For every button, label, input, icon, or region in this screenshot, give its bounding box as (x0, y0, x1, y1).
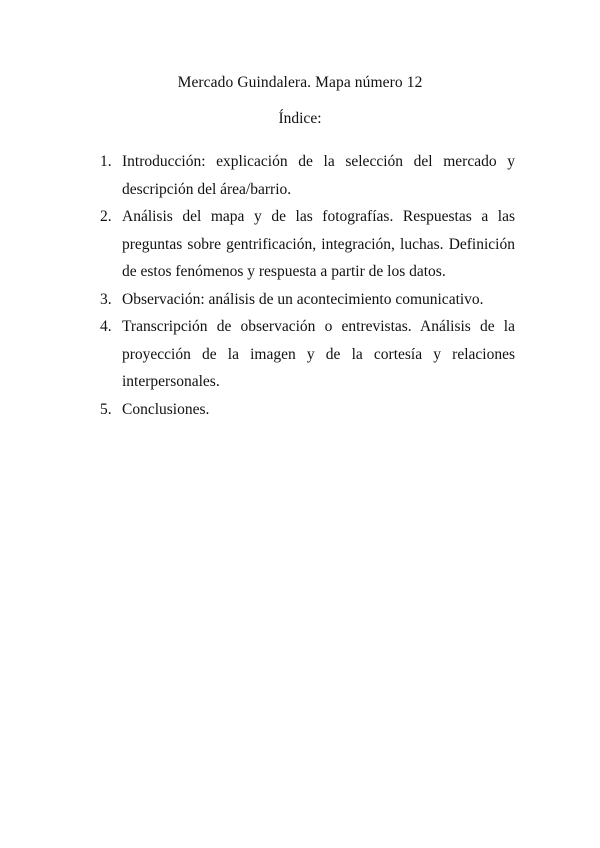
toc-item-number: 2. (100, 208, 112, 225)
toc-item-text: Análisis del mapa y de las fotografías. Respuestas a las preguntas sobre gentrificación, integración, luchas. Definición de estos fenómenos y respuesta a partir de los datos. (122, 208, 515, 280)
toc-item-number: 4. (100, 318, 112, 335)
toc-item-text: Transcripción de observación o entrevistas. Análisis de la proyección de la imagen y de la cortesía y relaciones interpersonales. (122, 318, 515, 390)
toc-item-1 (100, 148, 515, 203)
document-title: Mercado Guindalera. Mapa número 12 (177, 74, 423, 91)
toc-item-2 (100, 203, 515, 286)
toc-item-text: Observación: análisis de un acontecimiento comunicativo. (122, 290, 484, 308)
toc-item-text: Conclusiones. (122, 400, 210, 418)
toc-item-number: 5. (100, 400, 112, 418)
toc-item-number: 3. (100, 290, 112, 308)
toc-item-5 (100, 396, 515, 424)
table-of-contents (100, 148, 515, 423)
toc-item-4 (100, 313, 515, 396)
toc-item-text: Introducción: explicación de la selección del mercado y descripción del área/barrio. (122, 153, 515, 198)
toc-item-3 (100, 286, 515, 314)
toc-item-number: 1. (100, 153, 112, 170)
index-heading: Índice: (278, 110, 322, 127)
